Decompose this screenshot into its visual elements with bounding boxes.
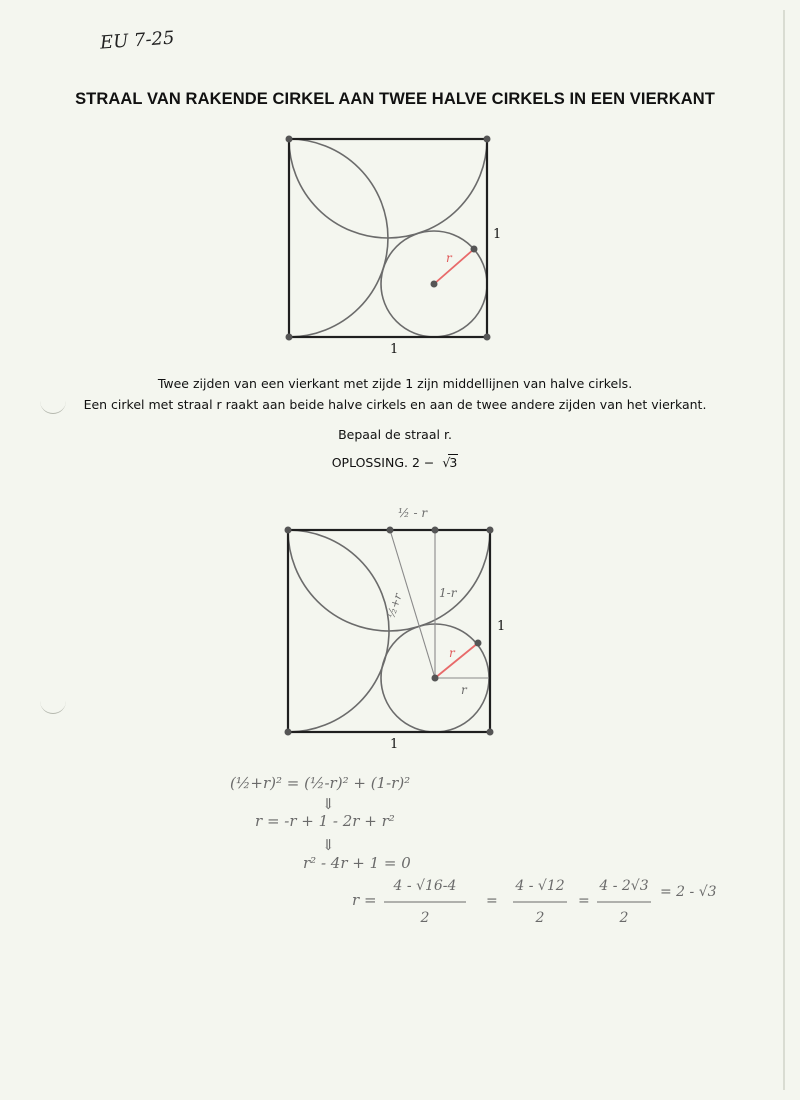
work-line-3: r² - 4r + 1 = 0 bbox=[303, 854, 411, 872]
description-line-3: Bepaal de straal r. bbox=[338, 427, 452, 442]
semicircle-left bbox=[288, 530, 389, 732]
description-line-1: Twee zijden van een vierkant met zijde 1 zijn middellijnen van halve cirkels. bbox=[157, 376, 633, 391]
work-result: = 2 - √3 bbox=[660, 884, 717, 900]
page-edge bbox=[783, 10, 785, 1090]
semicircle-left bbox=[289, 139, 388, 337]
solution-line bbox=[0, 455, 790, 470]
fraction-2-numerator: 4 - √12 bbox=[515, 878, 565, 894]
fraction-1-denominator: 2 bbox=[420, 910, 430, 926]
fraction-3-denominator: 2 bbox=[619, 910, 629, 926]
work-line-4-lhs: r = bbox=[352, 891, 377, 909]
work-arrow-2: ⇓ bbox=[322, 836, 335, 854]
side-label-bottom: 1 bbox=[390, 737, 399, 752]
hand-label-top: ½ - r bbox=[398, 506, 428, 520]
hand-label-r: r bbox=[461, 683, 467, 697]
fraction-1-numerator: 4 - √16-4 bbox=[393, 878, 457, 894]
radius-label: r bbox=[446, 251, 452, 265]
solution-prefix: OPLOSSING. 2 − bbox=[331, 455, 439, 470]
side-label-bottom: 1 bbox=[390, 342, 399, 355]
side-label-right: 1 bbox=[493, 227, 502, 242]
work-arrow-1: ⇓ bbox=[322, 795, 335, 813]
handwritten-code: EU 7-25 bbox=[99, 27, 176, 54]
equals-2: = bbox=[578, 893, 590, 909]
hand-label-diagonal: ½+r bbox=[384, 591, 405, 620]
work-line-2: r = -r + 1 - 2r + r² bbox=[255, 812, 395, 830]
radical-sign: √ bbox=[442, 455, 451, 470]
punch-hole-mark bbox=[40, 695, 66, 714]
radius-label: r bbox=[449, 646, 455, 660]
equals-1: = bbox=[486, 893, 498, 909]
hand-label-vertical: 1-r bbox=[439, 586, 457, 600]
fraction-2-denominator: 2 bbox=[535, 910, 545, 926]
handwritten-work bbox=[220, 755, 740, 935]
work-line-1: (½+r)² = (½-r)² + (1-r)² bbox=[230, 774, 411, 792]
description-line-2: Een cirkel met straal r raakt aan beide halve cirkels en aan de twee andere zijden van het vierkant. bbox=[83, 397, 707, 412]
semicircle-top bbox=[289, 139, 487, 238]
radius-line bbox=[435, 643, 478, 678]
solution-radicand: 3 bbox=[449, 455, 458, 470]
fraction-3-numerator: 4 - 2√3 bbox=[599, 878, 649, 894]
figure-1 bbox=[270, 125, 520, 355]
side-label-right: 1 bbox=[497, 619, 506, 634]
radius-line bbox=[434, 249, 474, 284]
page-title: STRAAL VAN RAKENDE CIRKEL AAN TWEE HALVE CIRKELS IN EEN VIERKANT bbox=[75, 90, 715, 108]
figure-2 bbox=[270, 495, 530, 760]
